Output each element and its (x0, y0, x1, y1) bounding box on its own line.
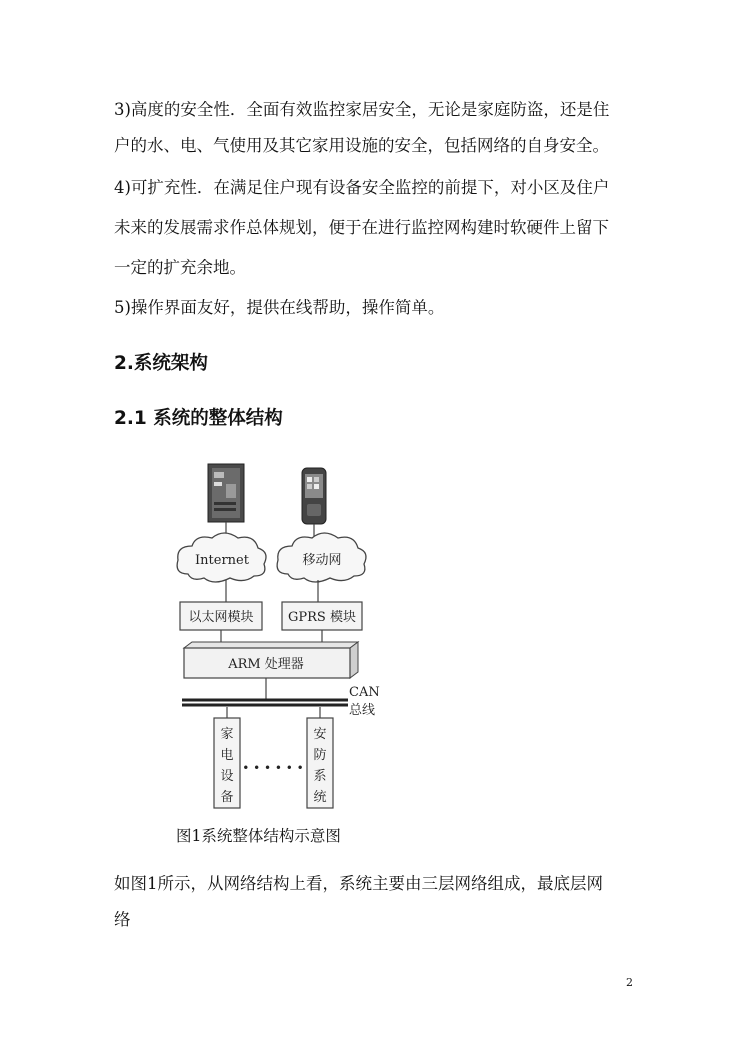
figure-caption: 图1系统整体结构示意图 (176, 827, 341, 845)
paragraph-line: 4)可扩充性．在满足住户现有设备安全监控的前提下，对小区及住户 (114, 178, 610, 197)
paragraph-line: 络 (114, 910, 131, 929)
mobile-phone-icon (302, 468, 326, 524)
paragraph-line: 3)高度的安全性．全面有效监控家居安全，无论是家庭防盗，还是住 (114, 100, 610, 119)
computer-icon (208, 464, 244, 522)
mobile-network-label: 移动网 (302, 553, 342, 568)
can-bus-label: CAN (349, 685, 380, 700)
arm-processor-label: ARM 处理器 (228, 657, 304, 672)
security-system-char: 防 (313, 748, 327, 763)
home-appliance-char: 家 (220, 727, 234, 742)
ethernet-module-label: 以太网模块 (188, 610, 254, 625)
can-bus-label-cn: 总线 (349, 703, 376, 718)
can-bus (182, 700, 348, 705)
paragraph-line: 一定的扩充余地。 (114, 258, 246, 277)
ellipsis-dots: • • • • • • (242, 761, 304, 775)
paragraph-line: 未来的发展需求作总体规划，便于在进行监控网构建时软硬件上留下 (114, 218, 609, 237)
page-number: 2 (626, 976, 633, 989)
paragraph-line: 如图1所示，从网络结构上看，系统主要由三层网络组成，最底层网 (114, 874, 603, 893)
paragraph-line: 5)操作界面友好，提供在线帮助，操作简单。 (114, 298, 445, 317)
mobile-network-cloud (277, 533, 366, 582)
paragraph-line: 户的水、电、气使用及其它家用设施的安全，包括网络的自身安全。 (114, 136, 609, 155)
home-appliance-char: 备 (220, 790, 234, 805)
gprs-module-label: GPRS 模块 (288, 610, 356, 625)
home-appliance-char: 设 (220, 769, 234, 784)
subsection-heading: 2.1 系统的整体结构 (114, 408, 283, 429)
internet-label: Internet (195, 553, 249, 568)
security-system-char: 安 (313, 727, 327, 742)
home-appliance-char: 电 (220, 748, 234, 763)
security-system-char: 系 (313, 769, 327, 784)
system-architecture-diagram (170, 462, 400, 817)
arm-processor-box (184, 642, 358, 678)
internet-cloud (177, 533, 266, 582)
section-heading: 2.系统架构 (114, 353, 208, 374)
security-system-char: 统 (313, 790, 327, 805)
